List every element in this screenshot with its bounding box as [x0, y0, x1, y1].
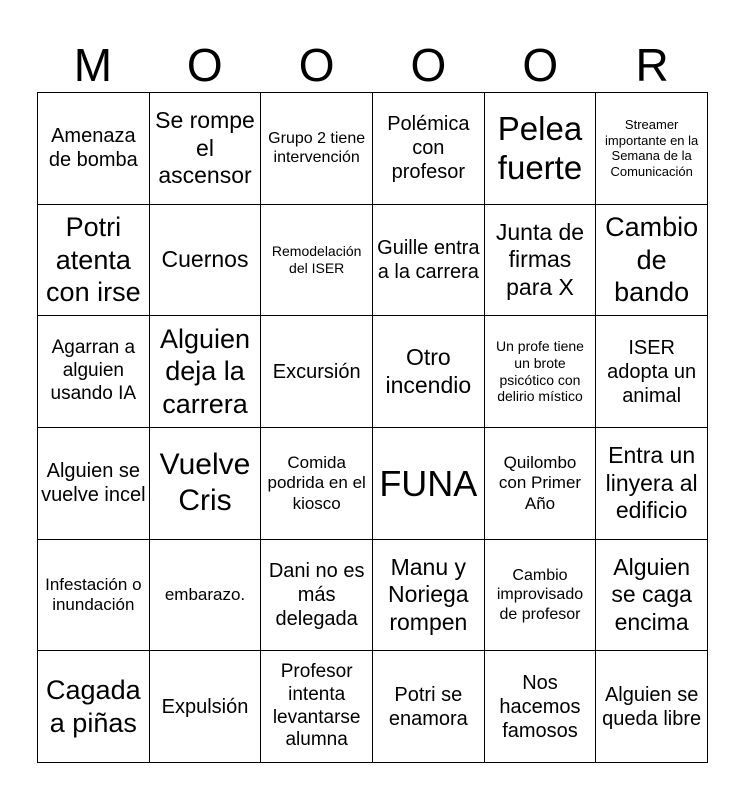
bingo-cell[interactable]: Alguien se caga encima [596, 540, 708, 652]
bingo-cell[interactable]: Streamer importante en la Semana de la Comunicación [596, 93, 708, 205]
bingo-cell[interactable]: Polémica con profesor [373, 93, 485, 205]
bingo-cell[interactable]: Nos hacemos famosos [485, 651, 597, 763]
header-letter: O [410, 39, 447, 91]
bingo-cell[interactable]: Se rompe el ascensor [150, 93, 262, 205]
header-letter: O [298, 39, 335, 91]
bingo-cell[interactable]: Profesor intenta levantarse alumna [261, 651, 373, 763]
bingo-cell[interactable]: Cambio improvisado de profesor [485, 540, 597, 652]
bingo-cell[interactable]: Amenaza de bomba [38, 93, 150, 205]
bingo-cell[interactable]: Guille entra a la carrera [373, 205, 485, 317]
bingo-cell[interactable]: Alguien deja la carrera [150, 316, 262, 428]
bingo-cell[interactable]: Alguien se vuelve incel [38, 428, 150, 540]
header-letter: O [186, 39, 223, 91]
bingo-cell[interactable]: Agarran a alguien usando IA [38, 316, 150, 428]
bingo-header [37, 38, 708, 92]
bingo-cell[interactable]: Otro incendio [373, 316, 485, 428]
bingo-cell[interactable]: Comida podrida en el kiosco [261, 428, 373, 540]
bingo-board [37, 92, 708, 763]
bingo-cell[interactable]: Cambio de bando [596, 205, 708, 317]
bingo-cell[interactable]: Remodelación del ISER [261, 205, 373, 317]
bingo-cell[interactable]: Infestación o inundación [38, 540, 150, 652]
bingo-cell[interactable]: Grupo 2 tiene intervención [261, 93, 373, 205]
header-letter: M [73, 39, 113, 91]
bingo-cell[interactable]: Excursión [261, 316, 373, 428]
bingo-cell[interactable]: Un profe tiene un brote psicótico con delirio místico [485, 316, 597, 428]
bingo-cell[interactable]: Potri atenta con irse [38, 205, 150, 317]
bingo-cell[interactable]: Quilombo con Primer Año [485, 428, 597, 540]
bingo-cell[interactable]: FUNA [373, 428, 485, 540]
bingo-cell[interactable]: Cagada a piñas [38, 651, 150, 763]
bingo-cell[interactable]: embarazo. [150, 540, 262, 652]
header-letter: O [522, 39, 559, 91]
bingo-cell[interactable]: Alguien se queda libre [596, 651, 708, 763]
bingo-cell[interactable]: Junta de firmas para X [485, 205, 597, 317]
bingo-cell[interactable]: Manu y Noriega rompen [373, 540, 485, 652]
bingo-cell[interactable]: Potri se enamora [373, 651, 485, 763]
bingo-cell[interactable]: Pelea fuerte [485, 93, 597, 205]
bingo-cell[interactable]: Entra un linyera al edificio [596, 428, 708, 540]
bingo-cell[interactable]: Expulsión [150, 651, 262, 763]
bingo-cell[interactable]: Vuelve Cris [150, 428, 262, 540]
bingo-cell[interactable]: Cuernos [150, 205, 262, 317]
header-letter: R [635, 39, 669, 91]
bingo-cell[interactable]: ISER adopta un animal [596, 316, 708, 428]
bingo-cell[interactable]: Dani no es más delegada [261, 540, 373, 652]
